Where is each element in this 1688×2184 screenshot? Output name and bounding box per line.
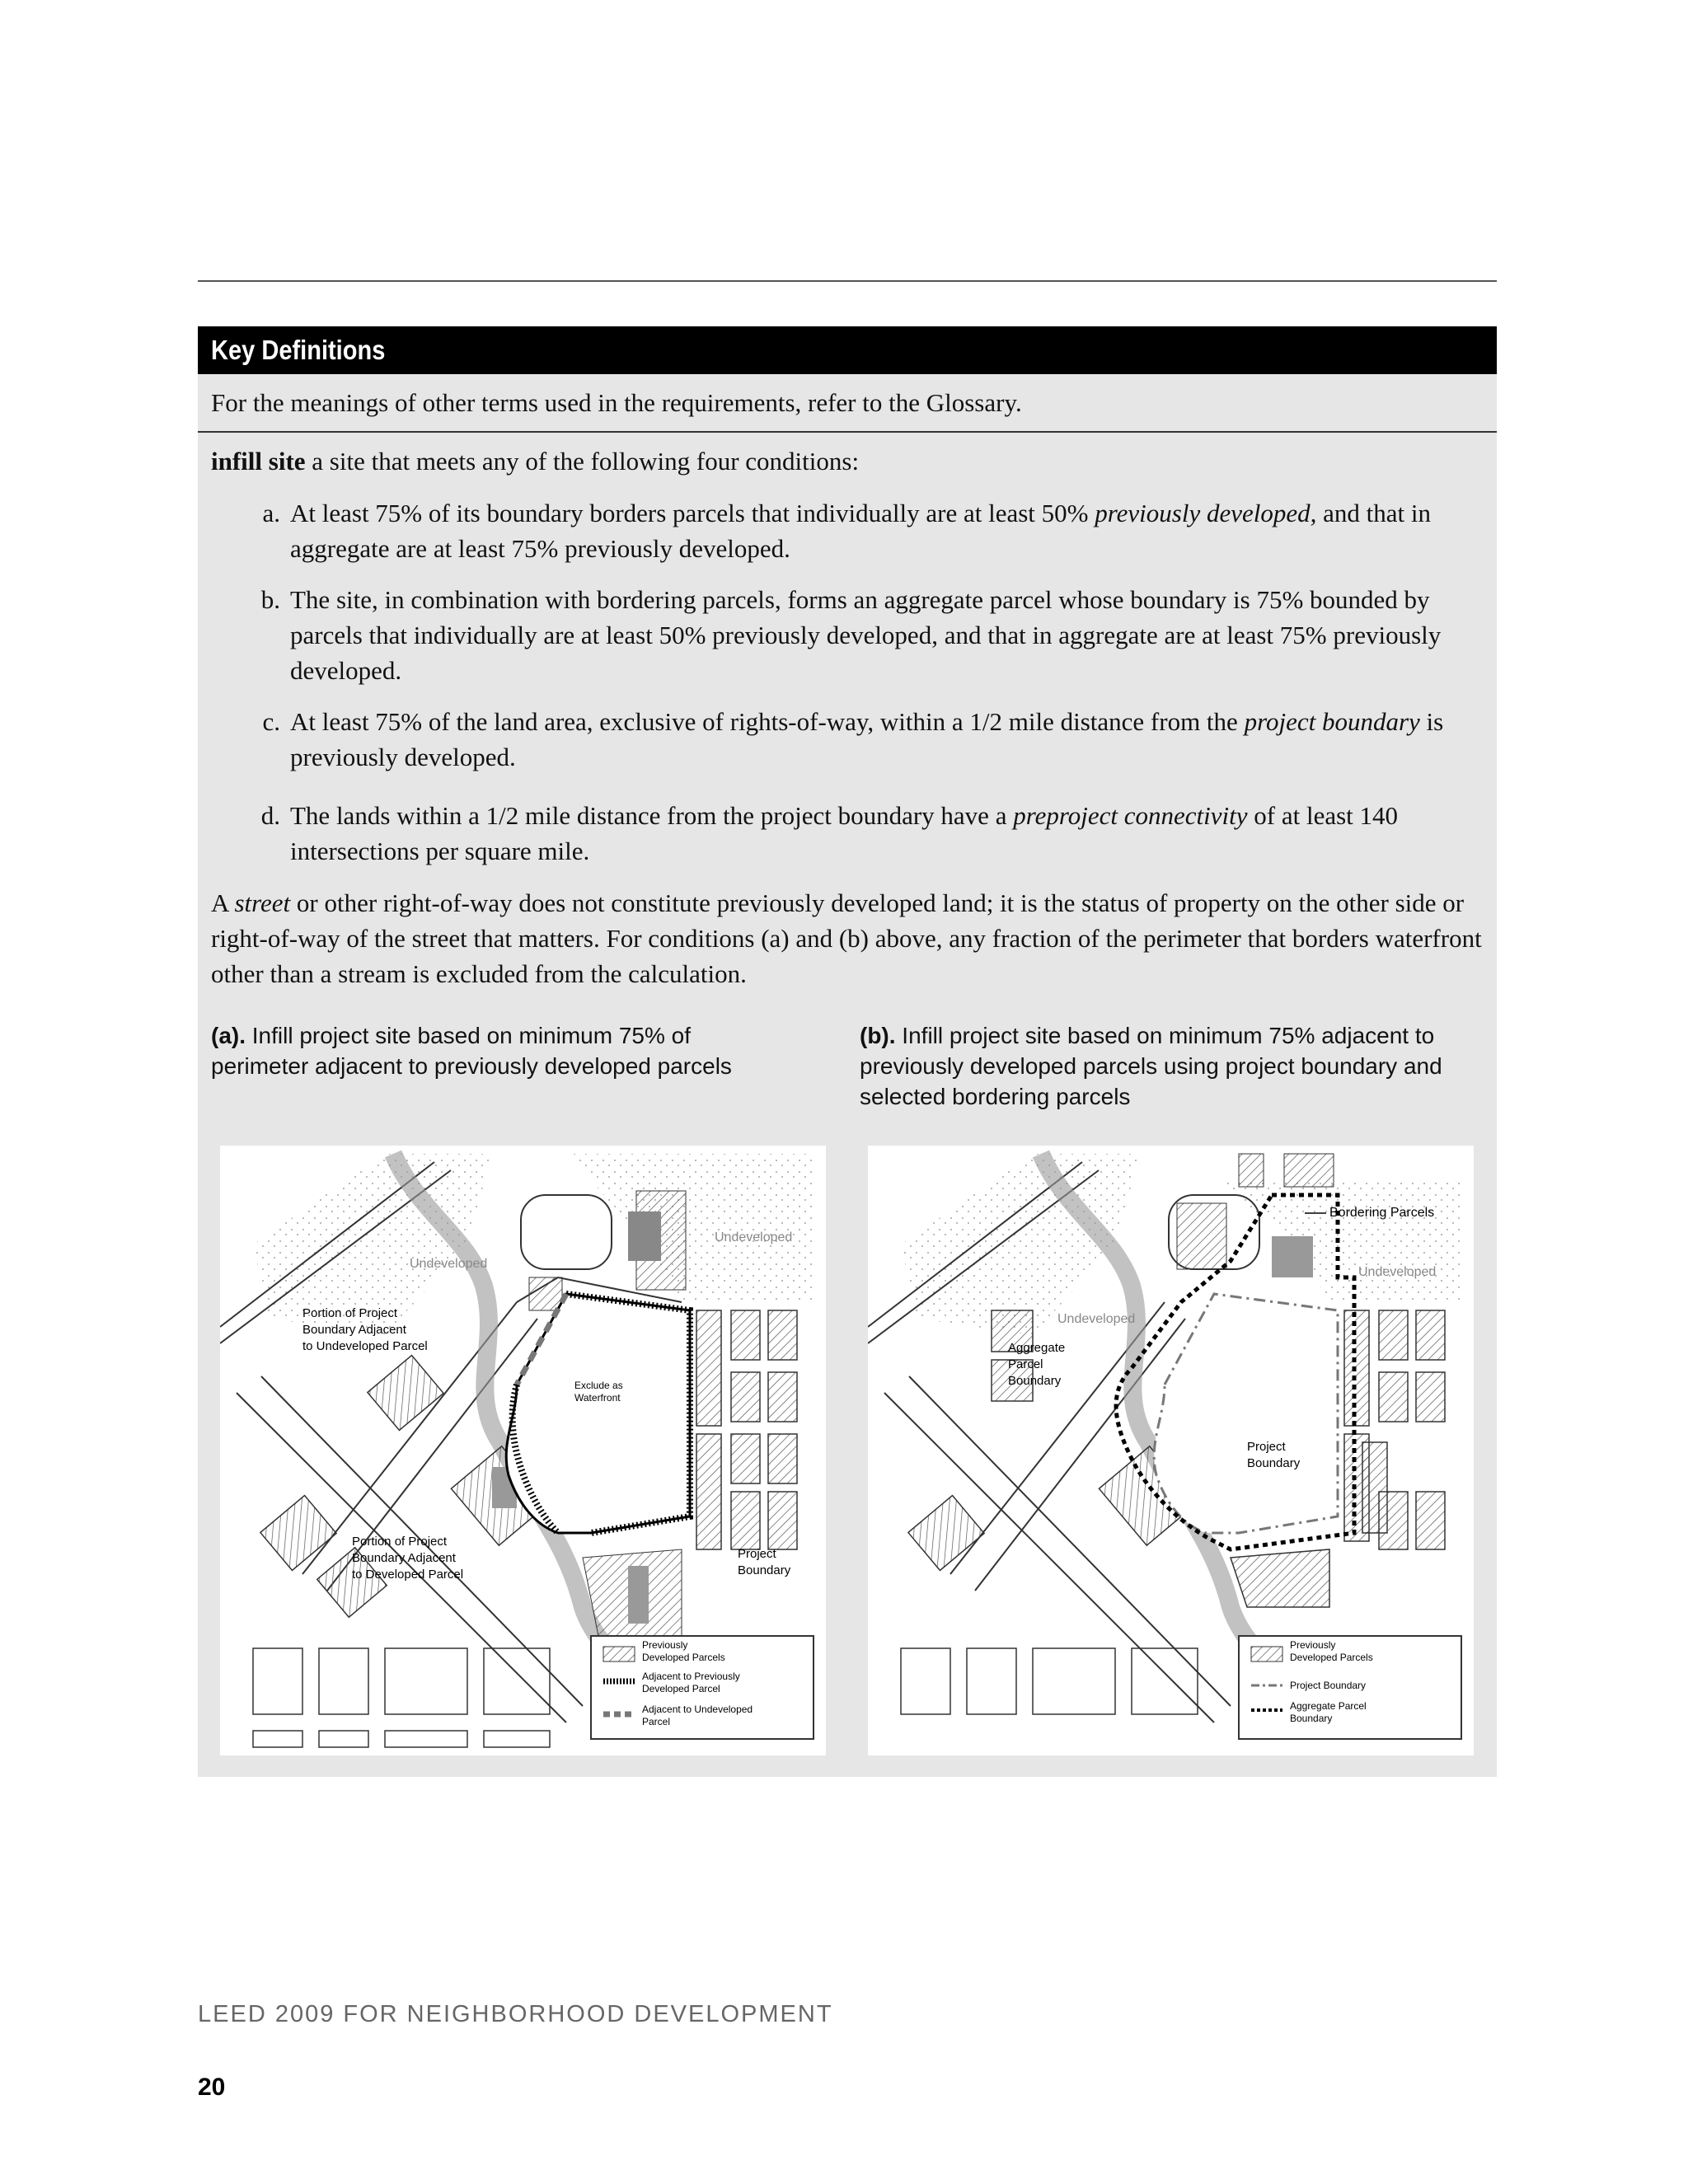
figure-b-map bbox=[868, 1146, 1474, 1755]
svg-text:to Undeveloped Parcel: to Undeveloped Parcel bbox=[302, 1339, 428, 1353]
figure-b-caption bbox=[860, 1020, 1470, 1112]
condition-text: The lands within a 1/2 mile distance from the project boundary have a preproject connectivity of at least 140 intersections per square mile. bbox=[290, 801, 1399, 865]
svg-text:Previously: Previously bbox=[1290, 1639, 1336, 1651]
condition-item-d bbox=[211, 798, 1484, 869]
footer-title: LEED 2009 FOR NEIGHBORHOOD DEVELOPMENT bbox=[198, 2001, 833, 2027]
defined-term: infill site bbox=[211, 447, 306, 476]
svg-text:Boundary: Boundary bbox=[1247, 1456, 1301, 1470]
svg-text:Bordering Parcels: Bordering Parcels bbox=[1329, 1206, 1435, 1220]
svg-text:Boundary Adjacent: Boundary Adjacent bbox=[352, 1551, 456, 1565]
svg-text:Undeveloped: Undeveloped bbox=[1057, 1312, 1136, 1326]
figure-a-label: (a). bbox=[211, 1023, 246, 1048]
figure-a-caption-text: Infill project site based on minimum 75% of perimeter adjacent to previously developed parcels bbox=[211, 1023, 732, 1079]
svg-text:Aggregate: Aggregate bbox=[1008, 1341, 1066, 1355]
condition-item-c bbox=[211, 704, 1484, 775]
svg-text:Boundary: Boundary bbox=[1290, 1713, 1333, 1724]
figure-a-map bbox=[220, 1146, 826, 1755]
street-note: A street or other right-of-way does not constitute previously developed land; it is the status of property on the other side or right-of-way of the street that matters. For conditions (a) and (b) above, any fraction of the perimeter that borders waterfront other than a stream is excluded from the calculation. bbox=[211, 888, 1482, 988]
condition-marker: c. bbox=[262, 707, 280, 736]
svg-text:Developed Parcel: Developed Parcel bbox=[642, 1683, 720, 1694]
svg-text:Boundary: Boundary bbox=[738, 1563, 791, 1577]
condition-item-b bbox=[211, 582, 1484, 688]
svg-text:Developed Parcels: Developed Parcels bbox=[1290, 1652, 1373, 1663]
box-header-title: Key Definitions bbox=[211, 335, 386, 365]
figure-b-label: (b). bbox=[860, 1023, 896, 1048]
svg-text:Portion of Project: Portion of Project bbox=[302, 1306, 398, 1320]
map-a-undeveloped-label: Undeveloped bbox=[715, 1230, 793, 1244]
top-rule bbox=[198, 280, 1497, 282]
svg-text:Waterfront: Waterfront bbox=[574, 1392, 621, 1404]
svg-text:to Developed Parcel: to Developed Parcel bbox=[352, 1568, 464, 1582]
svg-text:Project: Project bbox=[1247, 1440, 1286, 1454]
box-header bbox=[198, 326, 1497, 374]
map-b-legend bbox=[1239, 1636, 1461, 1739]
svg-text:Portion of Project: Portion of Project bbox=[352, 1535, 448, 1549]
svg-text:Parcel: Parcel bbox=[1008, 1357, 1043, 1371]
condition-marker: d. bbox=[260, 801, 280, 830]
glossary-note: For the meanings of other terms used in the requirements, refer to the Glossary. bbox=[198, 374, 1497, 433]
svg-text:Undeveloped: Undeveloped bbox=[1358, 1265, 1437, 1279]
svg-text:Exclude as: Exclude as bbox=[574, 1380, 623, 1391]
svg-text:Project Boundary: Project Boundary bbox=[1290, 1680, 1367, 1691]
definition-intro-text: a site that meets any of the following four conditions: bbox=[305, 447, 860, 476]
page-number: 20 bbox=[198, 2074, 226, 2101]
svg-text:Developed Parcels: Developed Parcels bbox=[642, 1652, 725, 1663]
key-definitions-box bbox=[198, 326, 1497, 1777]
condition-marker: a. bbox=[262, 499, 280, 527]
svg-text:Parcel: Parcel bbox=[642, 1716, 671, 1727]
definition-intro bbox=[211, 443, 1484, 479]
svg-text:Project: Project bbox=[738, 1547, 776, 1561]
condition-text: At least 75% of the land area, exclusive of rights-of-way, within a 1/2 mile distance from the project boundary is previously developed. bbox=[290, 707, 1444, 771]
condition-text: At least 75% of its boundary borders parcels that individually are at least 50% previously developed, and that in aggregate are at least 75% previously developed. bbox=[290, 499, 1431, 563]
svg-text:Adjacent to Undeveloped: Adjacent to Undeveloped bbox=[642, 1704, 753, 1715]
figure-a-caption bbox=[211, 1020, 788, 1081]
svg-text:Previously: Previously bbox=[642, 1639, 688, 1651]
condition-marker: b. bbox=[260, 585, 280, 614]
svg-text:Aggregate Parcel: Aggregate Parcel bbox=[1290, 1700, 1367, 1712]
condition-text: The site, in combination with bordering parcels, forms an aggregate parcel whose boundary is 75% bounded by parcels that individually are at least 50% previously developed, and that in aggregate are at least 75% previously developed. bbox=[290, 585, 1442, 685]
svg-text:Adjacent to Previously: Adjacent to Previously bbox=[642, 1671, 740, 1682]
figure-b-caption-text: Infill project site based on minimum 75% adjacent to previously developed parcels using project boundary and selected bordering parcels bbox=[860, 1023, 1442, 1109]
svg-text:Boundary Adjacent: Boundary Adjacent bbox=[302, 1323, 406, 1337]
svg-text:Boundary: Boundary bbox=[1008, 1374, 1062, 1388]
map-a-undeveloped-label: Undeveloped bbox=[410, 1257, 488, 1271]
map-a-legend bbox=[591, 1636, 814, 1739]
condition-item-a bbox=[211, 495, 1484, 566]
